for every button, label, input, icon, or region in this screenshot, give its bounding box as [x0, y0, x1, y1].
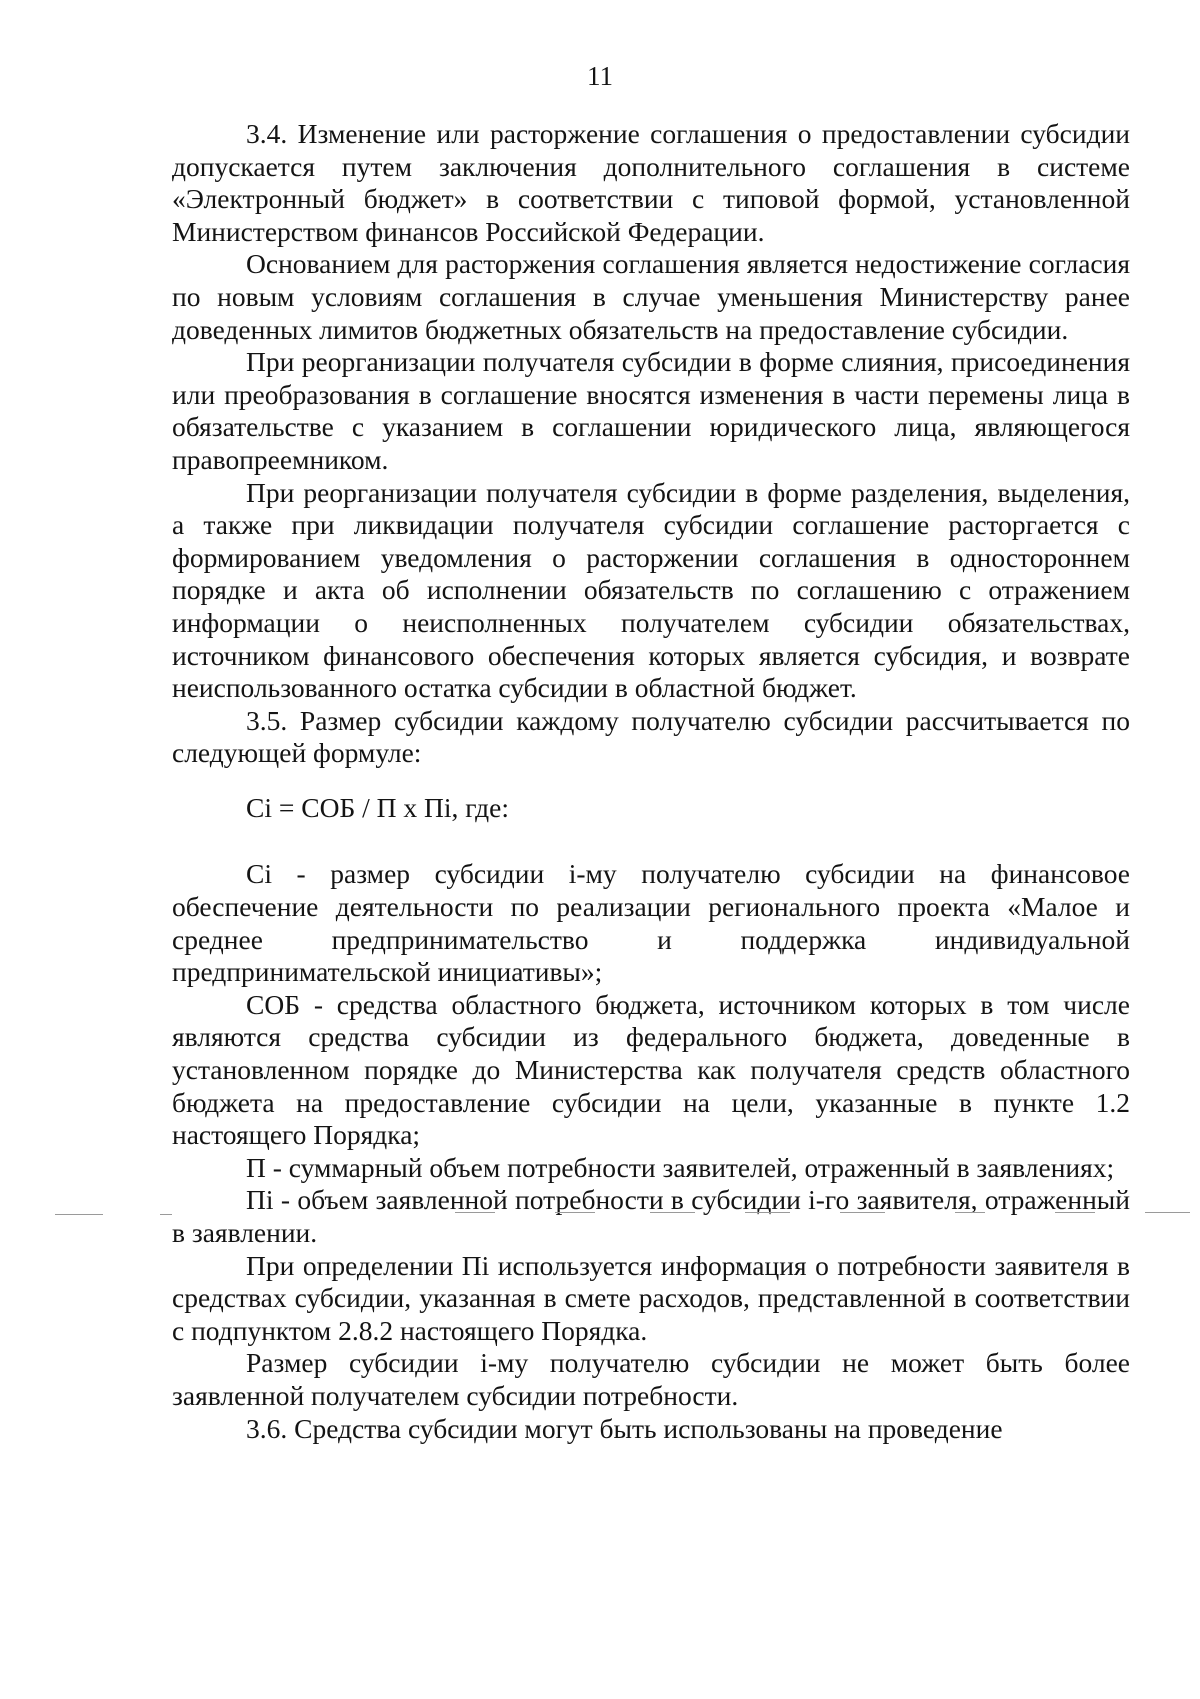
scan-artifact-line: [650, 1212, 695, 1213]
scan-artifact-line: [555, 1212, 595, 1213]
paragraph-3-5: 3.5. Размер субсидии каждому получателю субсидии рассчитывается по следующей формуле:: [172, 704, 1130, 769]
subsidy-formula: Ci = СОБ / П х Пi, где:: [246, 791, 509, 823]
paragraph-pi-determination: При определении Пi используется информация о потребности заявителя в средствах субсидии, указанная в смете расходов, представленной в соответствии с подпунктом 2.8.2 настоящего Порядка.: [172, 1249, 1130, 1346]
definition-sob: СОБ - средства областного бюджета, источником которых в том числе являются средства субсидии из федерального бюджета, доведенные в установленном порядке до Министерства как получателя средств областного бюджета на предоставление субсидии на цели, указанные в пункте 1.2 настоящего Порядка;: [172, 988, 1130, 1151]
scan-artifact-line: [1055, 1212, 1095, 1213]
scan-artifact-line: [1145, 1212, 1190, 1213]
definition-pi: Пi - объем заявленной потребности в субсидии i-го заявителя, отраженный в заявлении.: [172, 1184, 1130, 1248]
scan-artifact-line: [840, 1212, 885, 1213]
paragraph-3-6: 3.6. Средства субсидии могут быть использованы на проведение: [246, 1412, 1003, 1444]
paragraph-reorganization-merger: При реорганизации получателя субсидии в форме слияния, присоединения или преобразования в соглашение вносятся изменения в части перемены лица в обязательстве с указанием в соглашении юридического лица, являющегося правопреемником.: [172, 346, 1130, 475]
scan-artifact-line: [955, 1212, 985, 1213]
paragraph-3-4: 3.4. Изменение или расторжение соглашения о предоставлении субсидии допускается путем заключения дополнительного соглашения в системе «Электронный бюджет» в соответствии с типовой формой, установленной Министерством финансов Российской Федерации.: [172, 118, 1130, 247]
paragraph-subsidy-limit: Размер субсидии i-му получателю субсидии не может быть более заявленной получателем субсидии потребности.: [172, 1347, 1130, 1411]
page-number: 11: [587, 61, 613, 91]
scan-artifact-line: [160, 1214, 172, 1215]
scan-artifact-line: [455, 1212, 495, 1213]
document-body: [172, 118, 1130, 1445]
scan-artifact-line: [745, 1212, 790, 1213]
paragraph-reorganization-division: При реорганизации получателя субсидии в форме разделения, выделения, а также при ликвидации получателя субсидии соглашение расторгается с формированием уведомления о расторжении соглашения в одностороннем порядке и акта об исполнении обязательств по соглашению с отражением информации о неисполненных получателем субсидии обязательствах, источником финансового обеспечения которых является субсидия, и возврате неиспользованного остатка субсидии в областной бюджет.: [172, 476, 1130, 704]
paragraph-termination-basis: Основанием для расторжения соглашения является недостижение согласия по новым условиям соглашения в случае уменьшения Министерству ранее доведенных лимитов бюджетных обязательств на предоставление субсидии.: [172, 248, 1130, 345]
definition-ci: Ci - размер субсидии i-му получателю субсидии на финансовое обеспечение деятельности по реализации регионального проекта «Малое и среднее предпринимательство и поддержка индивидуальной предпринимательской инициативы»;: [172, 858, 1130, 988]
scan-artifact-line: [55, 1214, 103, 1215]
definition-p: П - суммарный объем потребности заявителей, отраженный в заявлениях;: [246, 1151, 1115, 1183]
